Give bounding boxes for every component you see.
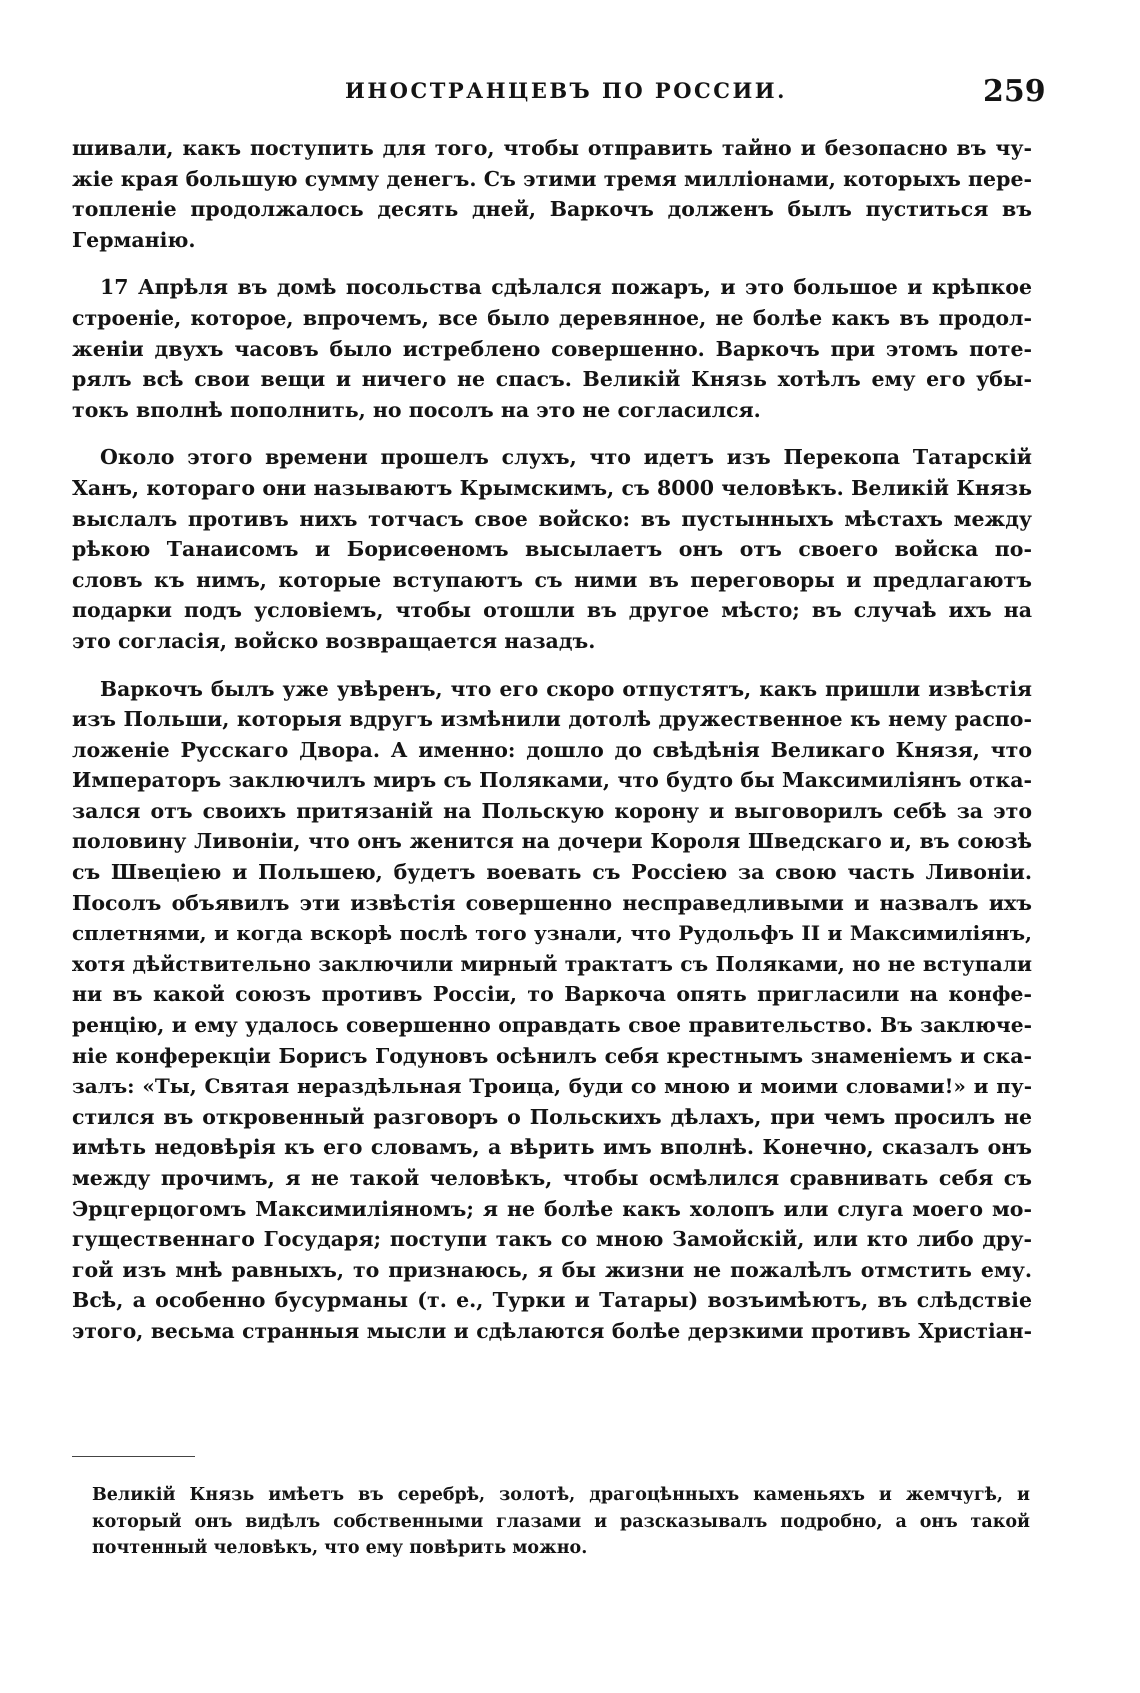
text-line: ренцію, и ему удалось совершенно оправдать свое правительство. Въ заключе- [72,1013,1032,1038]
text-line: половину Ливоніи, что онъ женится на дочери Короля Шведскаго и, въ союзѣ [72,829,1032,854]
text-line: гой изъ мнѣ равныхъ, то признаюсь, я бы жизни не пожалѣлъ отмстить ему. [72,1257,1032,1282]
text-line: изъ Польши, которыя вдругъ измѣнили дотолѣ дружественное къ нему распо- [72,707,1032,732]
text-line: гущественнаго Государя; поступи такъ со мною Замойскій, или кто либо дру- [72,1227,1032,1252]
text-line: хотя дѣйствительно заключили мирный трактатъ съ Поляками, но не вступали [72,951,1032,976]
text-line: стился въ откровенный разговоръ о Польскихъ дѣлахъ, при чемъ просилъ не [72,1104,1032,1129]
text-line: Всѣ, а особенно бусурманы (т. е., Турки и Татары) возъимѣютъ, въ слѣдствіе [72,1288,1032,1313]
text-line: ніе конферекціи Борисъ Годуновъ осѣнилъ себя крестнымъ знаменіемъ и ска- [72,1043,1032,1068]
text-line: строеніе, которое, впрочемъ, все было деревянное, не болѣе какъ въ продол- [72,305,1032,330]
body-text [72,133,1032,1347]
text-line: Варкочъ былъ уже увѣренъ, что его скоро отпустятъ, какъ пришли извѣстія [100,676,1032,701]
paragraph-2 [72,272,1032,425]
text-line: сплетнями, и когда вскорѣ послѣ того узнали, что Рудольфъ II и Максимиліянъ, [72,921,1032,946]
paragraph-3 [72,442,1032,656]
footnote-line: Великій Князь имѣетъ въ серебрѣ, золотѣ, драгоцѣнныхъ каменьяхъ и жемчугѣ, и [92,1485,1030,1505]
text-line: топленіе продолжалось десять дней, Варкочъ долженъ былъ пуститься въ [72,197,1032,222]
text-line: словъ къ нимъ, которые вступаютъ съ ними въ переговоры и предлагаютъ [72,567,1032,592]
footnote-line: который онъ видѣлъ собственными глазами и разсказывалъ подробно, а онъ такой [92,1511,1030,1532]
text-line: выслалъ противъ нихъ тотчасъ свое войско: въ пустынныхъ мѣстахъ между [72,506,1032,531]
footnote-divider [72,1456,195,1457]
paragraph-gap [72,255,1032,272]
text-line: рѣкою Танаисомъ и Борисѳеномъ высылаетъ онъ отъ своего войска по- [72,537,1032,562]
text-line: съ Швеціею и Польшею, будетъ воевать съ Россіею за свою часть Ливоніи. [72,860,1032,885]
page-number: 259 [983,74,1046,109]
text-line: ни въ какой союзъ противъ Россіи, то Варкоча опять пригласили на конфе- [72,982,1032,1007]
text-line: Ханъ, котораго они называютъ Крымскимъ, съ 8000 человѣкъ. Великій Князь [72,475,1032,500]
text-line: это согласія, войско возвращается назадъ. [72,628,596,653]
text-line: Императоръ заключилъ миръ съ Поляками, что будто бы Максимиліянъ отка- [72,768,1032,793]
text-line: ложеніе Русскаго Двора. А именно: дошло до свѣдѣнія Великаго Князя, что [72,737,1032,762]
text-line: залъ: «Ты, Святая нераздѣльная Троица, буди со мною и моими словами!» и пу- [72,1074,1032,1099]
text-line: Эрцгерцогомъ Максимиліяномъ; я не болѣе какъ холопъ или слуга моего мо- [72,1196,1032,1221]
text-line: токъ вполнѣ пополнить, но посолъ на это не согласился. [72,397,761,422]
text-line: 17 Апрѣля въ домѣ посольства сдѣлался пожаръ, и это большое и крѣпкое [100,275,1032,300]
text-line: имѣть недовѣрія къ его словамъ, а вѣрить имъ вполнѣ. Конечно, сказалъ онъ [72,1135,1032,1160]
text-line: зался отъ своихъ притязаній на Польскую корону и выговорилъ себѣ за это [72,798,1032,823]
text-line: Около этого времени прошелъ слухъ, что идетъ изъ Перекопа Татарскій [100,445,1032,470]
running-head [0,74,1140,114]
text-line: жіе края большую сумму денегъ. Съ этими тремя милліонами, которыхъ пере- [72,166,1032,191]
text-line: подарки подъ условіемъ, чтобы отошли въ другое мѣсто; въ случаѣ ихъ на [72,598,1032,623]
running-title: ИНОСТРАНЦЕВЪ ПО РОССИИ. [345,78,787,103]
text-line: Посолъ объявилъ эти извѣстія совершенно несправедливыми и назвалъ ихъ [72,890,1032,915]
text-line: между прочимъ, я не такой человѣкъ, чтобы осмѣлился сравнивать себя съ [72,1166,1032,1190]
paragraph-4 [72,674,1032,1347]
paragraph-gap [72,657,1032,674]
paragraph-gap [72,425,1032,442]
text-line: этого, весьма странныя мысли и сдѣлаются болѣе дерзкими противъ Христіан- [72,1318,1032,1343]
footnote-line: почтенный человѣкъ, что ему повѣрить можно. [92,1538,588,1558]
text-line: рялъ всѣ свои вещи и ничего не спасъ. Великій Князь хотѣлъ ему его убы- [72,367,1032,392]
text-line: женіи двухъ часовъ было истреблено совершенно. Варкочъ при этомъ поте- [72,336,1032,361]
paragraph-1 [72,133,1032,255]
text-line: Германію. [72,227,196,252]
footnote [92,1482,1030,1562]
text-line: шивали, какъ поступить для того, чтобы отправить тайно и безопасно въ чу- [72,136,1032,160]
